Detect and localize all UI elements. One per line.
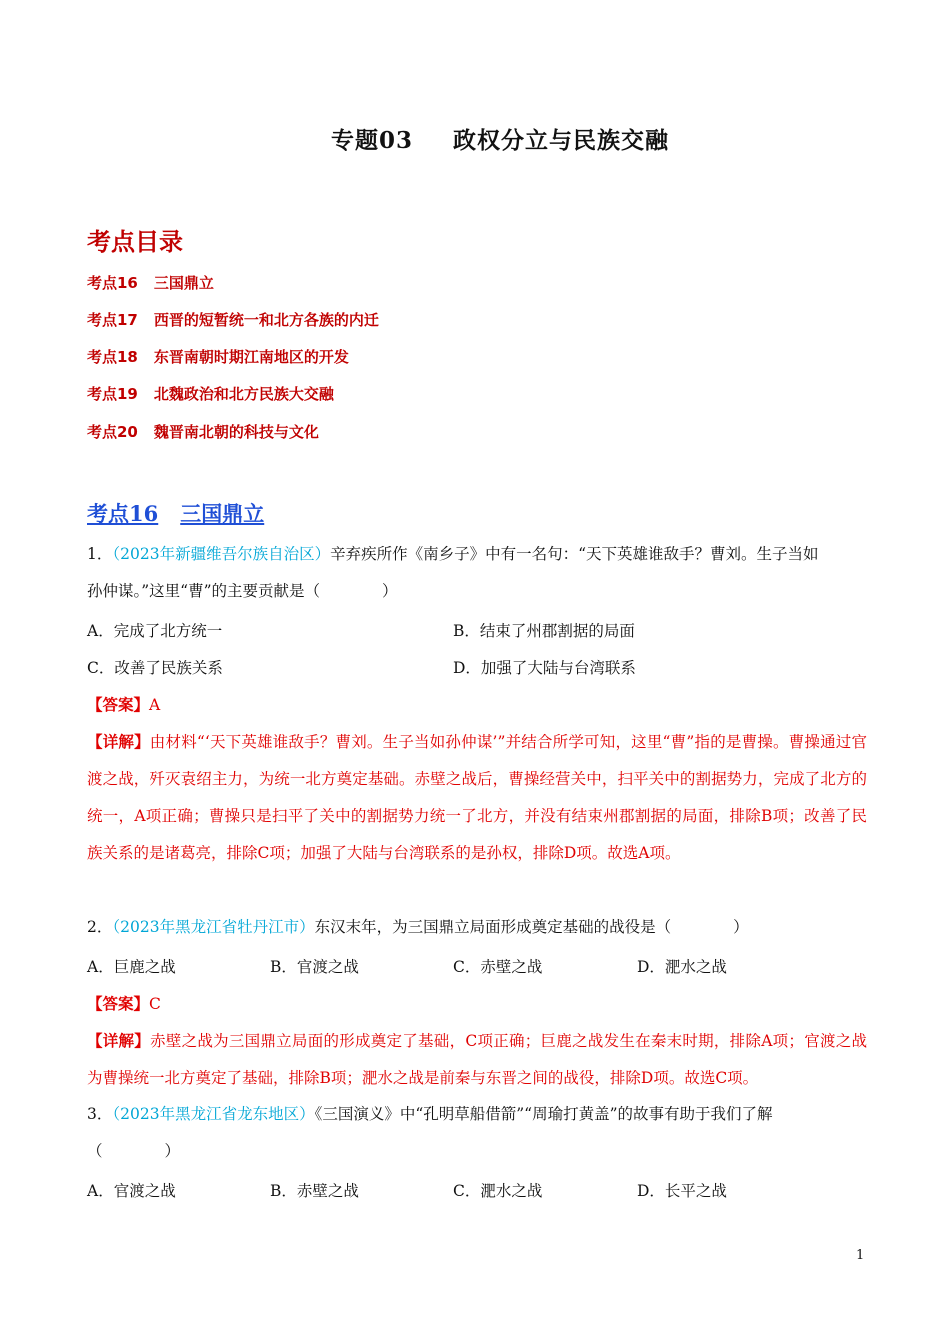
toc-item-19[interactable] — [87, 383, 334, 404]
question-3-option-c[interactable]: C．淝水之战 — [453, 1182, 543, 1200]
section-heading[interactable] — [87, 498, 264, 528]
question-source: （2023年新疆维吾尔族自治区） — [112, 545, 331, 563]
question-3-option-a[interactable]: A．官渡之战 — [87, 1182, 176, 1200]
question-1-stem-line1 — [87, 545, 819, 564]
question-1-option-a[interactable]: A．完成了北方统一 — [87, 622, 223, 640]
toc-item-name: 东晋南朝时期江南地区的开发 — [153, 348, 349, 366]
detail-text: 由材料“‘天下英雄谁敌手？曹刘。生子当如孙仲谋’”并结合所学可知，这里“曹”指的是曹操。曹操通过官渡之战，歼灭袁绍主力，为统一北方奠定基础。赤壁之战后，曹操经营关中，扫平关中的割据势力，完成了北方的统一，A项正确；曹操只是扫平了关中的割据势力统一了北方，并没有结束州郡割据的局面，排除B项；改善了民族关系的是诸葛亮，排除C项；加强了大陆与台湾联系的是孙权，排除D项。故选A项。 — [87, 733, 867, 862]
question-3-stem-line1 — [87, 1105, 773, 1124]
question-1-answer — [87, 693, 160, 715]
toc-item-18[interactable] — [87, 346, 349, 367]
question-2-option-a[interactable]: A．巨鹿之战 — [87, 958, 176, 976]
toc-item-name: 北魏政治和北方民族大交融 — [153, 385, 334, 403]
question-stem: 东汉末年，为三国鼎立局面形成奠定基础的战役是（ ） — [314, 918, 749, 936]
question-2-option-b[interactable]: B．官渡之战 — [270, 958, 359, 976]
detail-tag: 【详解】 — [87, 1031, 151, 1050]
toc-item-name: 三国鼎立 — [153, 274, 214, 292]
question-1-detail — [87, 723, 867, 872]
question-stem: 《三国演义》中“孔明草船借箭”“周瑜打黄盖”的故事有助于我们了解 — [314, 1105, 773, 1123]
question-stem: 辛弃疾所作《南乡子》中有一名句：“天下英雄谁敌手？曹刘。生子当如 — [330, 545, 819, 563]
answer-value: C — [149, 995, 161, 1013]
answer-tag: 【答案】 — [87, 994, 150, 1013]
answer-tag: 【答案】 — [87, 695, 150, 714]
question-source: （2023年黑龙江省牡丹江市） — [112, 918, 315, 936]
question-2-answer — [87, 992, 161, 1014]
question-1-option-c[interactable]: C．改善了民族关系 — [87, 659, 223, 677]
section-code: 考点16 — [87, 501, 159, 526]
question-3-stem-line2: （ ） — [87, 1142, 181, 1160]
toc-item-17[interactable] — [87, 309, 379, 330]
question-number: 2． — [87, 918, 113, 936]
question-1-option-d[interactable]: D．加强了大陆与台湾联系 — [453, 659, 636, 677]
toc-heading: 考点目录 — [87, 228, 183, 256]
question-2-stem-line1 — [87, 918, 749, 937]
section-name: 三国鼎立 — [180, 501, 265, 526]
detail-tag: 【详解】 — [87, 732, 150, 751]
question-3-option-d[interactable]: D．长平之战 — [637, 1182, 727, 1200]
title-topic-number: 专题03 — [330, 127, 413, 154]
question-2-option-d[interactable]: D．淝水之战 — [637, 958, 727, 976]
question-number: 3． — [87, 1105, 113, 1123]
question-3-option-b[interactable]: B．赤壁之战 — [270, 1182, 359, 1200]
title-topic-name: 政权分立与民族交融 — [453, 127, 669, 154]
question-1-option-b[interactable]: B．结束了州郡割据的局面 — [453, 622, 635, 640]
question-source: （2023年黑龙江省龙东地区） — [112, 1105, 315, 1123]
question-2-detail — [87, 1022, 867, 1097]
question-number: 1． — [87, 545, 113, 563]
page-title — [0, 122, 950, 155]
answer-value: A — [149, 696, 161, 714]
toc-item-name: 西晋的短暂统一和北方各族的内迁 — [153, 311, 379, 329]
toc-item-16[interactable] — [87, 272, 214, 293]
toc-item-name: 魏晋南北朝的科技与文化 — [153, 423, 319, 441]
toc-item-20[interactable] — [87, 421, 319, 442]
toc-item-code: 考点20 — [87, 423, 138, 441]
page-number: 1 — [856, 1248, 865, 1263]
toc-item-code: 考点16 — [87, 274, 138, 292]
question-2-option-c[interactable]: C．赤壁之战 — [453, 958, 543, 976]
detail-text: 赤壁之战为三国鼎立局面的形成奠定了基础，C项正确；巨鹿之战发生在秦末时期，排除A项；官渡之战为曹操统一北方奠定了基础，排除B项；淝水之战是前秦与东晋之间的战役，排除D项。故选C项。 — [87, 1032, 867, 1087]
question-1-stem-line2: 孙仲谋。”这里“曹”的主要贡献是（ ） — [87, 582, 398, 600]
toc-item-code: 考点17 — [87, 311, 138, 329]
toc-item-code: 考点18 — [87, 348, 138, 366]
toc-item-code: 考点19 — [87, 385, 138, 403]
